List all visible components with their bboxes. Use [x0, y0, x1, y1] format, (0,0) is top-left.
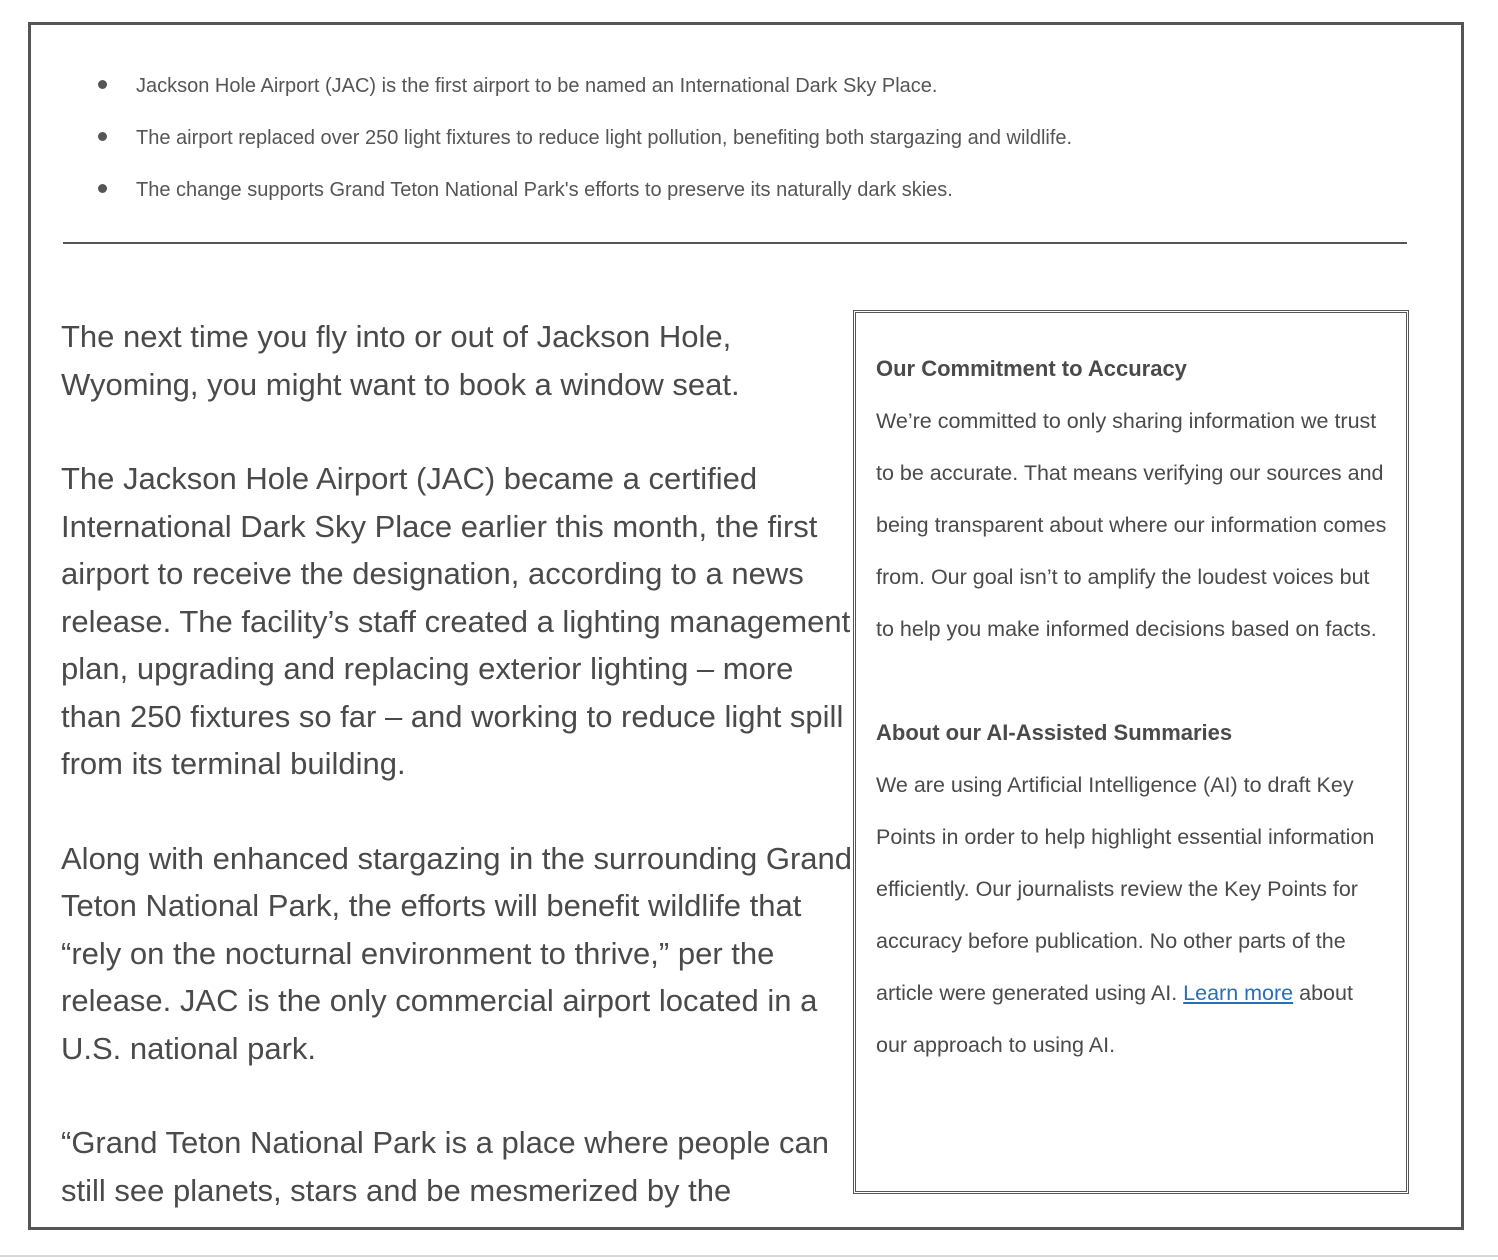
article-frame — [28, 22, 1464, 1230]
key-point-item — [98, 125, 1418, 151]
key-point-item — [98, 73, 1418, 99]
article-paragraph: The next time you fly into or out of Jackson Hole, Wyoming, you might want to book a window seat. — [61, 319, 740, 402]
article-paragraph: “Grand Teton National Park is a place where people can still see planets, stars and be mesmerized by the — [61, 1125, 829, 1208]
key-point-text: The change supports Grand Teton National Park's efforts to preserve its naturally dark skies. — [136, 179, 953, 201]
bullet-icon — [98, 184, 107, 193]
key-point-item — [98, 177, 1418, 203]
accuracy-heading: Our Commitment to Accuracy — [876, 356, 1187, 381]
spacer — [876, 655, 1388, 707]
key-point-text: Jackson Hole Airport (JAC) is the first airport to be named an International Dark Sky Place. — [136, 75, 938, 97]
key-points-list — [98, 73, 1418, 229]
ai-summaries-heading: About our AI-Assisted Summaries — [876, 720, 1233, 745]
section-divider — [63, 242, 1407, 244]
editorial-note-box — [853, 310, 1409, 1194]
key-point-text: The airport replaced over 250 light fixtures to reduce light pollution, benefiting both stargazing and wildlife. — [136, 127, 1073, 149]
page-bottom-rule — [0, 1255, 1498, 1257]
ai-summaries-text — [876, 759, 1388, 1071]
article-paragraph: The Jackson Hole Airport (JAC) became a certified International Dark Sky Place earlier this month, the first airport to receive the designation, according to a news release. The facility’s staff created a lighting management plan, upgrading and replacing exterior lighting – more than 250 fixtures so far – and working to reduce light spill from its terminal building. — [61, 461, 851, 781]
ai-summaries-body: We are using Artificial Intelligence (AI) to draft Key Points in order to help highlight essential information efficiently. Our journalists review the Key Points for accuracy before publication. No other parts of the article were generated using AI. — [876, 773, 1375, 1005]
bullet-icon — [98, 132, 107, 141]
article-paragraph: Along with enhanced stargazing in the surrounding Grand Teton National Park, the efforts will benefit wildlife that “rely on the nocturnal environment to thrive,” per the release. JAC is the only commercial airport located in a U.S. national park. — [61, 840, 853, 1066]
bullet-icon — [98, 80, 107, 89]
learn-more-suffix: about our approach to using AI. — [876, 981, 1353, 1057]
article-body — [61, 313, 857, 1230]
learn-more-link[interactable]: Learn more — [1183, 981, 1294, 1005]
accuracy-text: We’re committed to only sharing information we trust to be accurate. That means verifying our sources and being transparent about where our information comes from. Our goal isn’t to amplify the loudest voices but to help you make informed decisions based on facts. — [876, 409, 1387, 641]
